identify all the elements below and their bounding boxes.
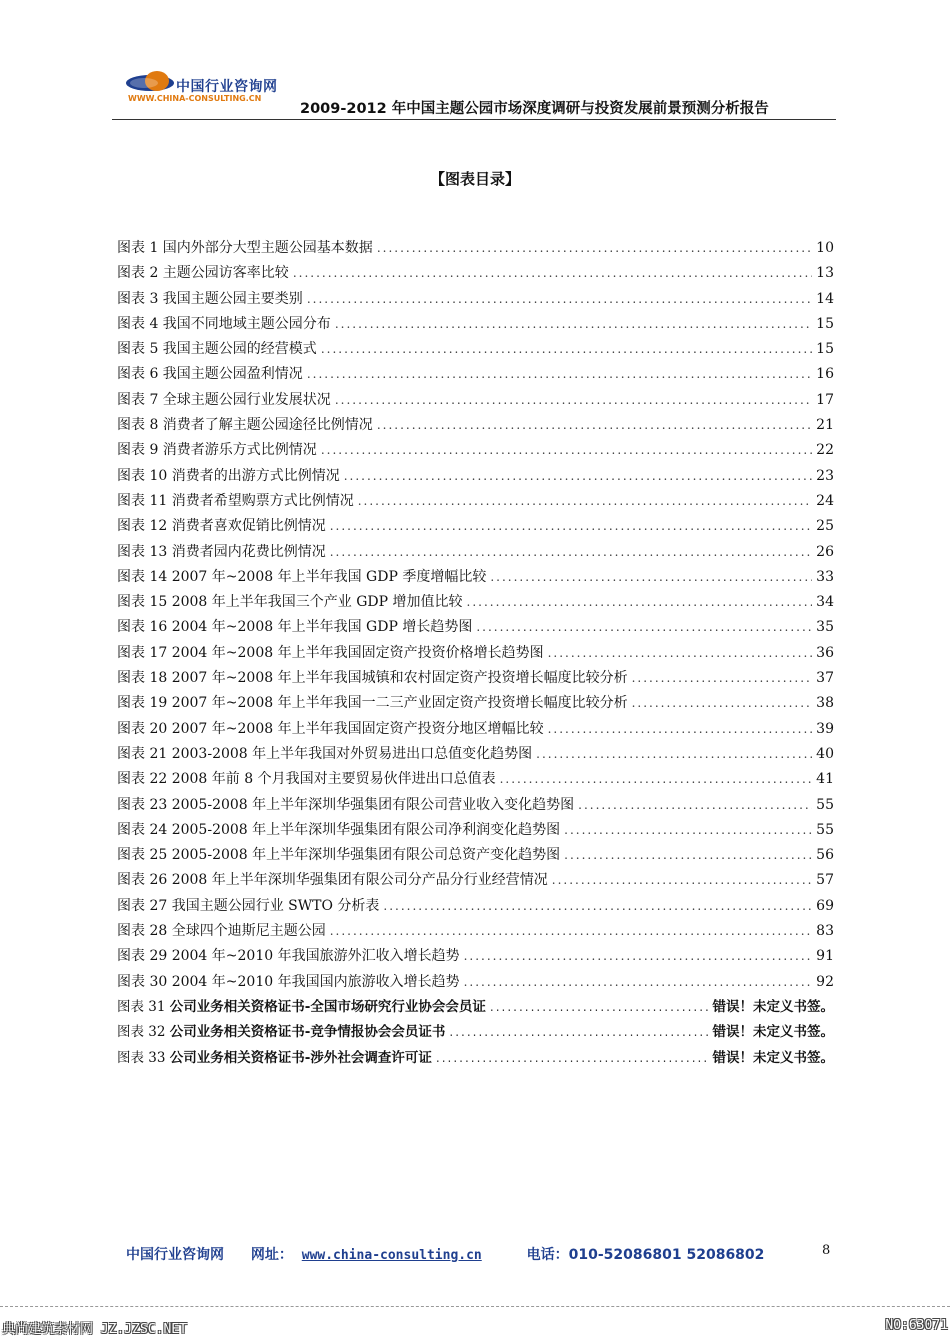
toc-entry-label: 图表 18 2007 年~2008 年上半年我国城镇和农村固定资产投资增长幅度比较分析	[117, 670, 628, 687]
toc-dot-leader	[321, 337, 812, 362]
toc-dot-leader	[490, 565, 812, 590]
toc-entry-label: 图表 10 消费者的出游方式比例情况	[117, 467, 340, 484]
footer-divider	[0, 1306, 950, 1307]
toc-entry[interactable]	[117, 312, 834, 337]
toc-entry-prefix: 图表 32	[117, 1024, 170, 1041]
toc-dot-leader	[344, 464, 812, 489]
toc-entry-label: 图表 5 我国主题公园的经营模式	[117, 341, 317, 358]
toc-entry[interactable]	[117, 717, 834, 742]
toc-entry-label: 图表 28 全球四个迪斯尼主题公园	[117, 923, 326, 940]
toc-entry[interactable]	[117, 236, 834, 261]
footer-url-label: 网址：	[250, 1247, 293, 1263]
footer	[126, 1244, 764, 1264]
toc-entry-page: 91	[816, 948, 834, 965]
toc-entry[interactable]	[117, 970, 834, 995]
footer-url-link[interactable]: www.china-consulting.cn	[301, 1248, 482, 1263]
toc-entry-label: 图表 21 2003-2008 年上半年我国对外贸易进出口总值变化趋势图	[117, 745, 533, 762]
toc-entry[interactable]	[117, 565, 834, 590]
toc-entry[interactable]	[117, 514, 834, 539]
toc-dot-leader	[548, 641, 813, 666]
logo-url: WWW.CHINA-CONSULTING.CN	[128, 94, 262, 103]
toc-entry-page: 14	[816, 290, 834, 307]
toc-entry-label: 图表 13 消费者园内花费比例情况	[117, 543, 326, 560]
toc-entry-label	[117, 995, 486, 1020]
table-of-figures	[117, 236, 834, 1071]
toc-entry-label: 图表 11 消费者希望购票方式比例情况	[117, 492, 354, 509]
toc-entry[interactable]	[117, 691, 834, 716]
toc-entry-label: 图表 3 我国主题公园主要类别	[117, 290, 303, 307]
toc-entry-label	[117, 1046, 432, 1071]
toc-entry-label: 图表 30 2004 年~2010 年我国国内旅游收入增长趋势	[117, 973, 460, 990]
toc-entry-label: 图表 14 2007 年~2008 年上半年我国 GDP 季度增幅比较	[117, 568, 487, 585]
toc-entry[interactable]	[117, 287, 834, 312]
toc-entry-page: 55	[816, 821, 834, 838]
toc-entry[interactable]	[117, 742, 834, 767]
toc-dot-leader	[564, 843, 812, 868]
toc-entry-page: 21	[816, 417, 834, 434]
toc-entry-label: 图表 8 消费者了解主题公园途径比例情况	[117, 417, 373, 434]
toc-entry[interactable]	[117, 793, 834, 818]
logo-swoosh-icon	[124, 70, 184, 96]
toc-entry-label: 图表 1 国内外部分大型主题公园基本数据	[117, 240, 373, 256]
toc-entry[interactable]	[117, 261, 834, 286]
toc-entry-page: 55	[816, 796, 834, 813]
report-title: 2009-2012 年中国主题公园市场深度调研与投资发展前景预测分析报告	[300, 101, 769, 117]
toc-entry-page: 17	[816, 391, 834, 408]
page-number: 8	[822, 1243, 831, 1258]
toc-entry[interactable]	[117, 464, 834, 489]
toc-entry-label: 图表 2 主题公园访客率比较	[117, 265, 289, 282]
toc-entry-label: 图表 17 2004 年~2008 年上半年我国固定资产投资价格增长趋势图	[117, 644, 544, 661]
toc-entry-page: 41	[816, 771, 834, 788]
toc-entry-label: 图表 9 消费者游乐方式比例情况	[117, 442, 317, 459]
toc-entry-page: 34	[816, 594, 834, 611]
toc-entry-page: 15	[816, 341, 834, 358]
watermark-right: NO:63071	[885, 1318, 948, 1333]
toc-entry[interactable]	[117, 868, 834, 893]
toc-entry-page: 35	[816, 619, 834, 636]
toc-entry[interactable]	[117, 641, 834, 666]
toc-entry-title: 公司业务相关资格证书-涉外社会调查许可证	[169, 1049, 432, 1066]
toc-entry-page: 16	[816, 366, 834, 383]
toc-entry-page: 38	[816, 695, 834, 712]
toc-entry-page: 57	[816, 872, 834, 889]
toc-entry-label: 图表 29 2004 年~2010 年我国旅游外汇收入增长趋势	[117, 948, 460, 965]
toc-entry-label	[117, 1020, 445, 1045]
toc-dot-leader	[293, 261, 812, 286]
toc-dot-leader	[632, 666, 813, 691]
toc-dot-leader	[449, 1020, 708, 1045]
toc-dot-leader	[578, 793, 812, 818]
toc-dot-leader	[330, 514, 812, 539]
toc-entry-label: 图表 20 2007 年~2008 年上半年我国固定资产投资分地区增幅比较	[117, 720, 544, 737]
toc-entry-label: 图表 24 2005-2008 年上半年深圳华强集团有限公司净利润变化趋势图	[117, 821, 561, 838]
toc-dot-leader	[500, 767, 813, 792]
toc-entry-label: 图表 6 我国主题公园盈利情况	[117, 366, 303, 383]
toc-dot-leader	[377, 236, 812, 261]
toc-dot-leader	[383, 894, 812, 919]
toc-entry-label: 图表 27 我国主题公园行业 SWTO 分析表	[117, 897, 380, 914]
toc-dot-leader	[307, 362, 812, 387]
toc-dot-leader	[632, 691, 813, 716]
toc-entry[interactable]	[117, 944, 834, 969]
toc-entry-label: 图表 25 2005-2008 年上半年深圳华强集团有限公司总资产变化趋势图	[117, 847, 561, 864]
toc-entry-page: 69	[816, 897, 834, 914]
toc-entry-label: 图表 12 消费者喜欢促销比例情况	[117, 518, 326, 535]
toc-entry-page: 39	[816, 720, 834, 737]
toc-entry[interactable]	[117, 767, 834, 792]
toc-entry-page: 83	[816, 923, 834, 940]
toc-entry-label: 图表 15 2008 年上半年我国三个产业 GDP 增加值比较	[117, 594, 463, 611]
toc-entry[interactable]	[117, 666, 834, 691]
toc-entry-page: 33	[816, 568, 834, 585]
toc-entry-prefix: 图表 33	[117, 1049, 170, 1066]
toc-heading: 【图表目录】	[429, 170, 520, 188]
toc-entry[interactable]	[117, 615, 834, 640]
toc-entry[interactable]	[117, 388, 834, 413]
toc-entry-title: 公司业务相关资格证书-全国市场研究行业协会会员证	[169, 998, 486, 1015]
toc-entry-prefix: 图表 31	[117, 998, 170, 1015]
toc-entry-title: 公司业务相关资格证书-竞争情报协会会员证书	[169, 1024, 446, 1041]
toc-entry[interactable]	[117, 843, 834, 868]
toc-dot-leader	[464, 944, 813, 969]
toc-dot-leader	[330, 919, 812, 944]
toc-dot-leader	[536, 742, 812, 767]
toc-dot-leader	[321, 438, 812, 463]
toc-entry[interactable]	[117, 413, 834, 438]
toc-entry[interactable]	[117, 894, 834, 919]
toc-entry-label: 图表 22 2008 年前 8 个月我国对主要贸易伙伴进出口总值表	[117, 771, 496, 788]
toc-entry-error[interactable]	[117, 1020, 834, 1045]
toc-entry[interactable]	[117, 362, 834, 387]
toc-entry-page: 36	[816, 644, 834, 661]
toc-entry[interactable]	[117, 540, 834, 565]
toc-entry[interactable]	[117, 818, 834, 843]
toc-dot-leader	[476, 615, 812, 640]
toc-dot-leader	[436, 1046, 709, 1071]
footer-brand: 中国行业咨询网	[126, 1247, 224, 1263]
toc-entry-label: 图表 23 2005-2008 年上半年深圳华强集团有限公司营业收入变化趋势图	[117, 796, 575, 813]
toc-entry-error-text: 错误！未定义书签。	[712, 998, 834, 1015]
toc-dot-leader	[490, 995, 709, 1020]
toc-dot-leader	[464, 970, 813, 995]
toc-entry-error-text: 错误！未定义书签。	[712, 1049, 834, 1066]
toc-dot-leader	[467, 590, 813, 615]
toc-dot-leader	[358, 489, 812, 514]
toc-dot-leader	[330, 540, 812, 565]
toc-entry-page: 92	[816, 973, 834, 990]
toc-entry-error-text: 错误！未定义书签。	[712, 1024, 834, 1041]
toc-dot-leader	[307, 287, 812, 312]
toc-entry-page: 23	[816, 467, 834, 484]
toc-entry-page: 26	[816, 543, 834, 560]
toc-entry[interactable]	[117, 337, 834, 362]
toc-entry-page: 10	[816, 240, 834, 256]
toc-dot-leader	[377, 413, 812, 438]
toc-entry-page: 13	[816, 265, 834, 282]
toc-entry-label: 图表 16 2004 年~2008 年上半年我国 GDP 增长趋势图	[117, 619, 473, 636]
toc-entry-page: 24	[816, 492, 834, 509]
toc-dot-leader	[552, 868, 812, 893]
toc-entry-label: 图表 7 全球主题公园行业发展状况	[117, 391, 331, 408]
toc-entry-page: 25	[816, 518, 834, 535]
toc-entry[interactable]	[117, 438, 834, 463]
toc-entry-page: 22	[816, 442, 834, 459]
watermark-left: 典尚建筑素材网 JZ.JZSC.NET	[2, 1322, 187, 1337]
company-logo	[124, 70, 278, 112]
toc-entry-page: 40	[816, 745, 834, 762]
toc-dot-leader	[335, 312, 812, 337]
logo-text: 中国行业咨询网	[176, 79, 278, 95]
header-divider	[112, 119, 836, 120]
toc-dot-leader	[335, 388, 812, 413]
toc-dot-leader	[548, 717, 813, 742]
toc-entry-error[interactable]	[117, 1046, 834, 1071]
toc-entry-page: 37	[816, 670, 834, 687]
toc-entry-error[interactable]	[117, 995, 834, 1020]
toc-entry[interactable]	[117, 489, 834, 514]
toc-dot-leader	[564, 818, 812, 843]
toc-entry-label: 图表 19 2007 年~2008 年上半年我国一二三产业固定资产投资增长幅度比较分析	[117, 695, 628, 712]
footer-phone: 电话：010-52086801 52086802	[526, 1247, 765, 1263]
toc-entry-page: 15	[816, 315, 834, 332]
toc-entry-label: 图表 4 我国不同地域主题公园分布	[117, 315, 331, 332]
toc-entry[interactable]	[117, 590, 834, 615]
toc-entry-label: 图表 26 2008 年上半年深圳华强集团有限公司分产品分行业经营情况	[117, 872, 548, 889]
toc-entry-page: 56	[816, 847, 834, 864]
toc-entry[interactable]	[117, 919, 834, 944]
